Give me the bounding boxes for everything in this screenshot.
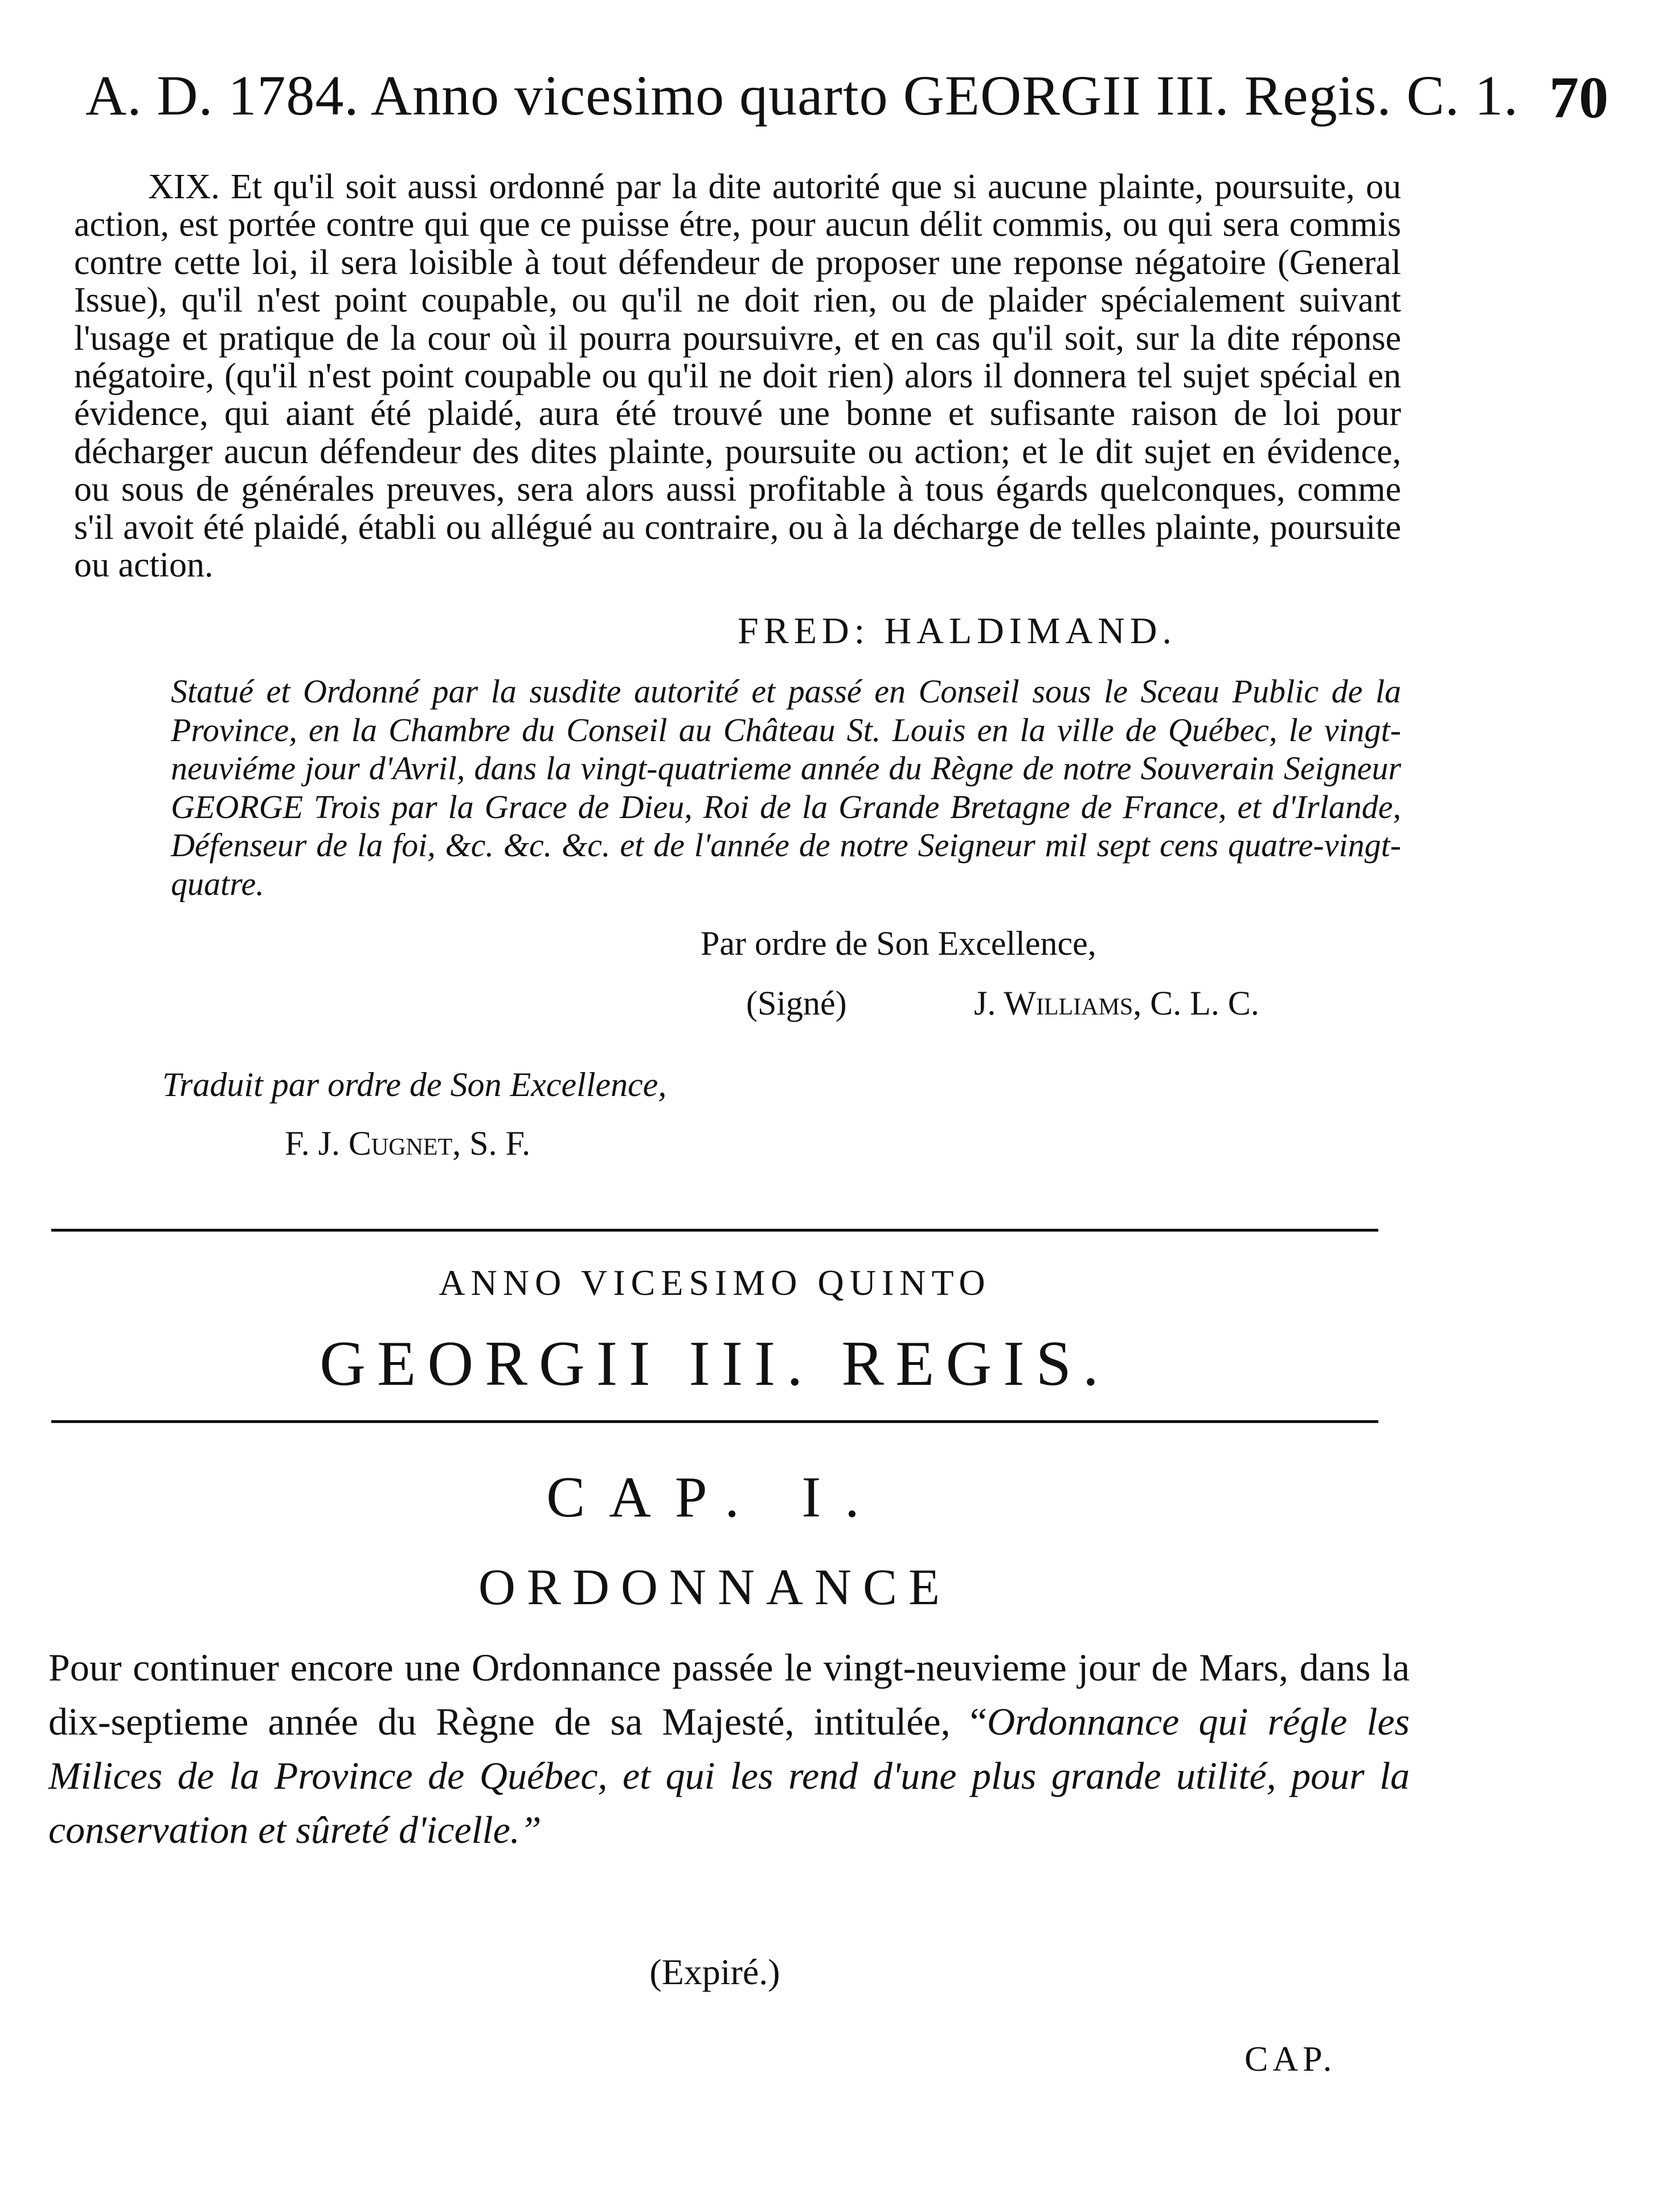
translator-signature: F. J. Cugnet, S. F. (285, 1125, 531, 1162)
translation-note: Traduit par ordre de Son Excellence, (162, 1066, 667, 1103)
page-number: 70 (1549, 65, 1608, 130)
catchword: CAP. (1244, 2040, 1337, 2079)
session-year-heading: ANNO VICESIMO QUINTO (439, 1262, 991, 1303)
reign-heading: GEORGII III. REGIS. (320, 1328, 1110, 1399)
running-head: A. D. 1784. Anno vicesimo quarto GEORGII III. Regis. C. 1. (85, 64, 1519, 127)
clerk-signature: J. Williams, C. L. C. (974, 984, 1259, 1022)
chapter-heading: CAP. I. (546, 1465, 883, 1530)
ordinance-title (48, 1641, 1410, 1857)
ordinance-title-plain: Pour continuer encore une Ordonnance passée le vingt-neuvieme jour de Mars, dans la dix-septieme année du Règne de sa Majesté, intitulée, “ (48, 1646, 1410, 1743)
governor-signature: FRED: HALDIMAND. (738, 610, 1177, 652)
section-divider-bottom (51, 1420, 1378, 1423)
ordinance-heading: ORDONNANCE (478, 1559, 951, 1616)
signed-label: (Signé) (746, 984, 847, 1022)
section-xix-text: XIX. Et qu'il soit aussi ordonné par la dite autorité que si aucune plainte, poursuite, ou action, est portée contre qui que ce puisse étre, pour aucun délit commis, ou qui sera commis contre cette loi, il sera loisible à tout défendeur de proposer une reponse négatoire (General Issue), qu'il n'est point coupable, ou qu'il ne doit rien, ou de plaider spécialement suivant l'usage et pratique de la cour où il pourra poursuivre, et en cas qu'il soit, sur la dite réponse négatoire, (qu'il n'est point coupable ou qu'il ne doit rien) alors il donnera tel sujet spécial en évidence, qui aiant été plaidé, aura été trouvé une bonne et sufisante raison de loi pour décharger aucun défendeur des dites plainte, poursuite ou action; et le dit sujet en évidence, ou sous de générales preuves, sera alors aussi profitable à tous égards quelconques, comme s'il avoit été plaidé, établi ou allégué au contraire, ou à la décharge de telles plainte, poursuite ou action. (74, 167, 1401, 585)
section-divider-top (51, 1229, 1378, 1232)
expiry-status: (Expiré.) (649, 1952, 780, 1992)
enactment-clause: Statué et Ordonné par la susdite autorité et passé en Conseil sous le Sceau Public de la Province, en la Chambre du Conseil au Château St. Louis en la ville de Québec, le vingt-neuviéme jour d'Avril, dans la vingt-quatrieme année du Règne de notre Souverain Seigneur GEORGE Trois par la Grace de Dieu, Roi de la Grande Bretagne de France, et d'Irlande, Défenseur de la foi, &c. &c. &c. et de l'année de notre Seigneur mil sept cens quatre-vingt-quatre. (171, 673, 1401, 902)
by-order-line: Par ordre de Son Excellence, (701, 925, 1096, 962)
ordinance-title-italic: Ordonnance qui régle les Milices de la Province de Québec, et qui les rend d'une plus grande utilité, pour la conservation et sûreté d'icelle.” (48, 1700, 1410, 1851)
